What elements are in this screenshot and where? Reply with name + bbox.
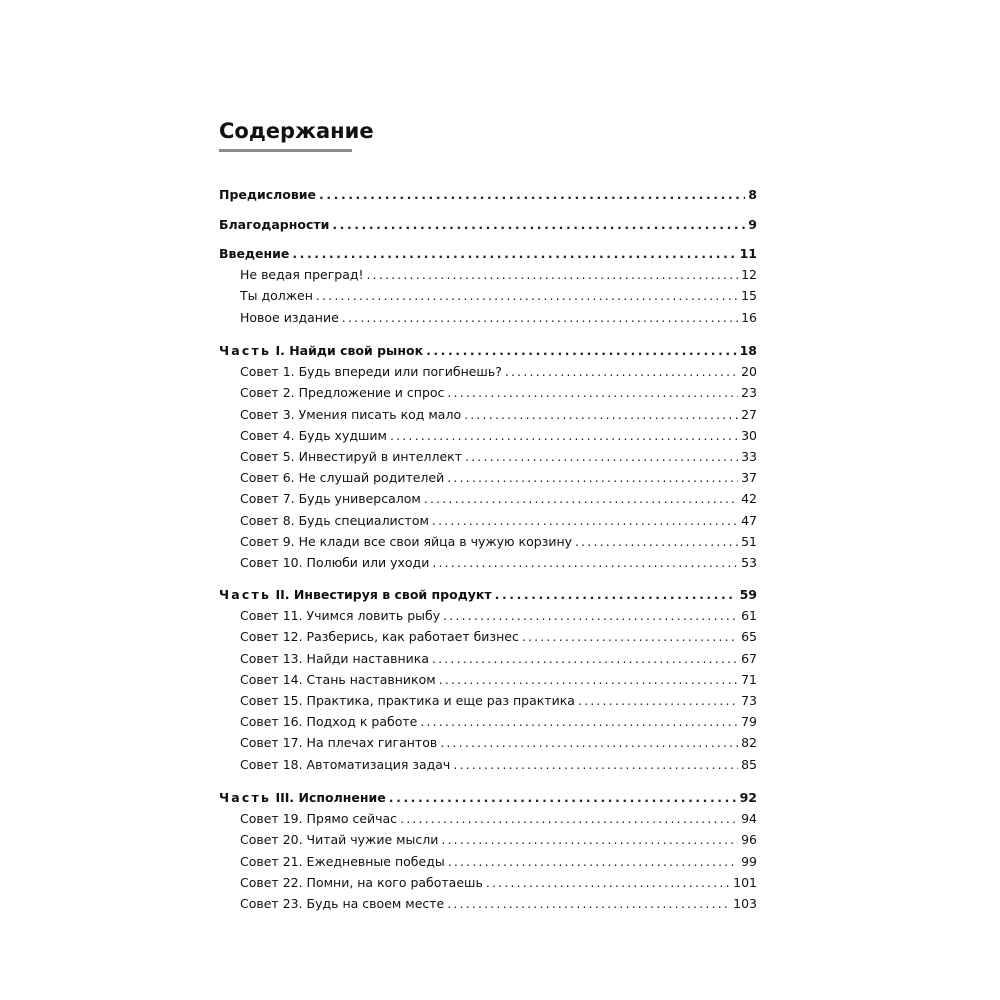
dot-leader: [390, 427, 738, 445]
dot-leader: [495, 586, 737, 604]
part-title: II. Инвестируя в свой продукт: [271, 587, 492, 602]
page-number: 101: [733, 874, 757, 890]
page-number: 23: [741, 385, 757, 401]
dot-leader: [522, 628, 738, 646]
toc-subsection-entry[interactable]: [240, 734, 757, 752]
toc-subsection-entry[interactable]: [240, 512, 757, 530]
dot-leader: [432, 650, 738, 668]
toc-entry-label: Совет 9. Не клади все свои яйца в чужую корзину: [240, 533, 573, 549]
toc-section-entry[interactable]: [219, 216, 757, 234]
toc-subsection-entry[interactable]: [240, 628, 757, 646]
toc-entry-label: Введение: [219, 246, 290, 261]
toc-entry-label: [219, 342, 423, 360]
toc-entry-label: Совет 20. Читай чужие мысли: [240, 832, 439, 848]
toc-entry-label: Совет 22. Помни, на кого работаешь: [240, 874, 483, 890]
dot-leader: [292, 245, 736, 263]
toc-subsection-entry[interactable]: [240, 309, 757, 327]
dot-leader: [440, 734, 738, 752]
toc-entry-label: [219, 789, 386, 807]
page-number: 85: [741, 756, 757, 772]
dot-leader: [453, 756, 738, 774]
dot-leader: [505, 363, 738, 381]
dot-leader: [441, 831, 738, 849]
toc-subsection-entry[interactable]: [240, 810, 757, 828]
toc-entry-label: Новое издание: [240, 309, 339, 325]
page-number: 47: [741, 512, 757, 528]
toc-subsection-entry[interactable]: [240, 671, 757, 689]
part-title: I. Найди свой рынок: [271, 343, 424, 358]
dot-leader: [439, 671, 738, 689]
toc-subsection-entry[interactable]: [240, 266, 757, 284]
toc-subsection-entry[interactable]: [240, 363, 757, 381]
page-number: 103: [733, 896, 757, 911]
toc-entry-label: Совет 17. На плечах гигантов: [240, 735, 438, 751]
toc-entry-label: Совет 23. Будь на своем месте: [240, 896, 445, 911]
dot-leader: [432, 512, 738, 530]
page-title: Содержание: [219, 119, 374, 143]
toc-entry-label: Совет 16. Подход к работе: [240, 714, 418, 730]
toc-subsection-entry[interactable]: [240, 853, 757, 871]
dot-leader: [432, 554, 738, 572]
page-number: 16: [741, 309, 757, 325]
toc-entry-label: Совет 21. Ежедневные победы: [240, 853, 445, 869]
part-prefix: Часть: [219, 343, 272, 358]
page-number: 30: [741, 427, 757, 443]
page-number: 15: [741, 288, 757, 304]
toc-entry-label: Совет 2. Предложение и спрос: [240, 385, 445, 401]
dot-leader: [342, 309, 738, 327]
page-number: 92: [739, 790, 757, 805]
dot-leader: [426, 342, 737, 360]
page-number: 18: [739, 343, 757, 358]
toc-entry-label: Ты должен: [240, 288, 313, 304]
toc-entry-label: Совет 4. Будь худшим: [240, 427, 387, 443]
dot-leader: [367, 266, 739, 284]
part-prefix: Часть: [219, 790, 272, 805]
dot-leader: [578, 692, 738, 710]
page-number: 42: [741, 491, 757, 507]
toc-entry-label: Совет 3. Умения писать код мало: [240, 406, 462, 422]
dot-leader: [400, 810, 738, 828]
dot-leader: [420, 713, 738, 731]
page-number: 65: [741, 629, 757, 645]
part-prefix: Часть: [219, 587, 272, 602]
page-number: 96: [741, 832, 757, 848]
dot-leader: [575, 533, 738, 551]
page-number: 71: [741, 671, 757, 687]
dot-leader: [447, 469, 738, 487]
toc-section-entry[interactable]: [219, 245, 757, 263]
dot-leader: [447, 895, 730, 913]
toc-entry-label: Благодарности: [219, 217, 330, 232]
page-number: 8: [748, 187, 757, 202]
toc-subsection-entry[interactable]: [240, 756, 757, 774]
toc-entry-label: Совет 10. Полюби или уходи: [240, 555, 430, 570]
page-number: 79: [741, 714, 757, 730]
toc-entry-label: [219, 586, 492, 604]
page-number: 20: [741, 364, 757, 380]
page-number: 33: [741, 449, 757, 464]
toc-subsection-entry[interactable]: [240, 831, 757, 849]
dot-leader: [316, 287, 738, 305]
page-number: 51: [741, 533, 757, 549]
toc-subsection-entry[interactable]: [240, 384, 757, 402]
dot-leader: [319, 186, 745, 204]
page-number: 73: [741, 693, 757, 708]
toc-subsection-entry[interactable]: [240, 490, 757, 508]
toc-entry-label: Совет 14. Стань наставником: [240, 671, 436, 687]
page-number: 27: [741, 406, 757, 422]
page-number: 59: [739, 587, 757, 602]
toc-entry-label: Совет 5. Инвестируй в интеллект: [240, 449, 462, 464]
toc-entry-label: Совет 8. Будь специалистом: [240, 512, 429, 528]
page-number: 9: [748, 217, 757, 232]
page-number: 12: [741, 267, 757, 283]
page-number: 61: [741, 608, 757, 624]
toc-entry-label: Совет 11. Учимся ловить рыбу: [240, 608, 441, 624]
toc-entry-label: Совет 7. Будь универсалом: [240, 491, 421, 507]
toc-section-entry[interactable]: [219, 586, 757, 604]
toc-section-entry[interactable]: [219, 186, 757, 204]
toc-section-entry[interactable]: [219, 342, 757, 360]
part-title: III. Исполнение: [271, 790, 386, 805]
toc-subsection-entry[interactable]: [240, 554, 757, 572]
page-number: 94: [741, 811, 757, 827]
title-underline: [219, 149, 352, 152]
dot-leader: [389, 789, 737, 807]
toc-subsection-entry[interactable]: [240, 650, 757, 668]
toc-subsection-entry[interactable]: [240, 895, 757, 913]
dot-leader: [332, 216, 745, 234]
toc-entry-label: Совет 13. Найди наставника: [240, 650, 429, 666]
toc-subsection-entry[interactable]: [240, 287, 757, 305]
toc-entry-label: Совет 18. Автоматизация задач: [240, 756, 451, 772]
toc-subsection-entry[interactable]: [240, 469, 757, 487]
dot-leader: [424, 490, 738, 508]
toc-section-entry[interactable]: [219, 789, 757, 807]
dot-leader: [464, 406, 738, 424]
toc-subsection-entry[interactable]: [240, 406, 757, 424]
toc-entry-label: Предисловие: [219, 187, 317, 202]
dot-leader: [443, 607, 738, 625]
dot-leader: [447, 384, 738, 402]
toc-subsection-entry[interactable]: [240, 427, 757, 445]
page-number: 67: [741, 650, 757, 666]
toc-subsection-entry[interactable]: [240, 692, 757, 710]
toc-entry-label: Совет 12. Разберись, как работает бизнес: [240, 629, 519, 645]
page-number: 82: [741, 735, 757, 751]
toc-subsection-entry[interactable]: [240, 448, 757, 466]
dot-leader: [448, 853, 738, 871]
page-number: 37: [741, 470, 757, 486]
toc-subsection-entry[interactable]: [240, 533, 757, 551]
toc-entry-label: Совет 15. Практика, практика и еще раз практика: [240, 693, 575, 708]
page-number: 99: [741, 853, 757, 869]
toc-subsection-entry[interactable]: [240, 607, 757, 625]
page-number: 53: [741, 555, 757, 570]
toc-entry-label: Совет 6. Не слушай родителей: [240, 470, 445, 486]
dot-leader: [465, 448, 738, 466]
page-number: 11: [739, 246, 757, 261]
toc-entry-label: Совет 1. Будь впереди или погибнешь?: [240, 364, 502, 380]
toc-entry-label: Не ведая преград!: [240, 267, 364, 283]
toc-subsection-entry[interactable]: [240, 713, 757, 731]
dot-leader: [486, 874, 730, 892]
toc-subsection-entry[interactable]: [240, 874, 757, 892]
toc-entry-label: Совет 19. Прямо сейчас: [240, 811, 398, 827]
